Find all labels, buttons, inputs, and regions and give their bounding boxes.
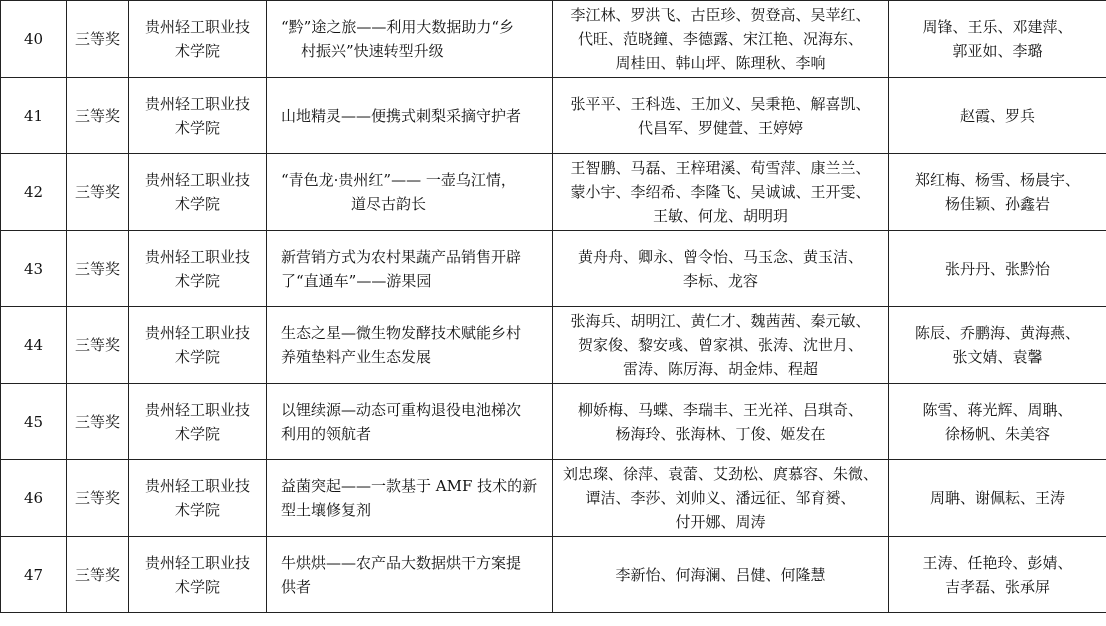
members-line: 杨海玲、张海林、丁俊、姬发在 [615, 424, 826, 443]
advisors-line: 郑红梅、杨雪、杨晨宇、 [914, 171, 1080, 189]
row-number: 40 [1, 1, 67, 78]
members-line: 王敏、何龙、胡明玥 [652, 207, 788, 225]
members-cell [553, 1, 889, 78]
title-line: “黔”途之旅——利用大数据助力“乡 [281, 18, 515, 36]
advisors-line: 郭亚如、李璐 [952, 42, 1043, 60]
advisors-line: 周锋、王乐、邓建萍、 [922, 18, 1073, 36]
school-line: 贵州轻工职业技 [144, 94, 250, 113]
advisors-cell [889, 231, 1106, 307]
prize-level: 三等奖 [67, 307, 129, 384]
advisors-line: 杨佳颖、孙鑫岩 [944, 195, 1050, 213]
advisors-line: 周聃、谢佩耘、王涛 [929, 489, 1065, 507]
school-line: 贵州轻工职业技 [144, 247, 250, 266]
advisors-cell [889, 537, 1106, 613]
title-line: 益菌突起——一款基于 AMF 技术的新 [281, 477, 538, 495]
prize-level: 三等奖 [67, 231, 129, 307]
project-title-cell [267, 384, 553, 460]
members-line: 周桂田、韩山坪、陈理秋、李响 [615, 54, 826, 72]
members-line: 黄舟舟、卿永、曾令怡、马玉念、黄玉洁、 [577, 247, 863, 266]
table-row [1, 154, 1106, 231]
members-cell [553, 231, 889, 307]
members-line: 刘忠璨、徐萍、袁蕾、艾劲松、庹慕容、朱微、 [562, 465, 878, 483]
row-number: 42 [1, 154, 67, 231]
row-number: 46 [1, 460, 67, 537]
school-line: 术学院 [174, 348, 220, 366]
members-line: 蒙小宇、李绍希、李隆飞、吴诚诚、王开雯、 [570, 183, 871, 201]
title-line: 山地精灵——便携式刺梨采摘守护者 [281, 106, 522, 125]
project-title-cell [267, 231, 553, 307]
members-line: 王智鹏、马磊、王梓珺溪、荀雪萍、康兰兰、 [570, 159, 871, 177]
row-number: 43 [1, 231, 67, 307]
table-row [1, 384, 1106, 460]
members-line: 代旺、范晓鐘、李德露、宋江艳、况海东、 [577, 30, 863, 48]
school-cell [129, 384, 267, 460]
school-cell [129, 537, 267, 613]
project-title-cell [267, 537, 553, 613]
school-line: 贵州轻工职业技 [144, 477, 250, 495]
members-cell [553, 154, 889, 231]
members-cell [553, 78, 889, 154]
row-number: 45 [1, 384, 67, 460]
school-line: 术学院 [174, 577, 220, 596]
school-line: 术学院 [174, 271, 220, 290]
members-line: 张海兵、胡明江、黄仁才、魏茜茜、秦元敏、 [570, 312, 871, 330]
row-number: 47 [1, 537, 67, 613]
table-row [1, 78, 1106, 154]
school-line: 贵州轻工职业技 [144, 18, 250, 36]
prize-level: 三等奖 [67, 384, 129, 460]
row-number: 41 [1, 78, 67, 154]
row-number: 44 [1, 307, 67, 384]
title-line: 生态之星—微生物发酵技术赋能乡村 [281, 324, 522, 342]
advisors-line: 张丹丹、张黔怡 [944, 259, 1050, 278]
school-cell [129, 307, 267, 384]
project-title-cell [267, 460, 553, 537]
title-line: 村振兴”快速转型升级 [301, 42, 444, 60]
school-cell [129, 231, 267, 307]
school-line: 贵州轻工职业技 [144, 171, 250, 189]
advisors-line: 陈辰、乔鹏海、黄海燕、 [914, 324, 1080, 342]
title-line: 养殖垫料产业生态发展 [281, 348, 432, 366]
title-line: “青色龙·贵州红”—— 一壶乌江情， [281, 171, 516, 189]
school-line: 术学院 [174, 118, 220, 137]
advisors-cell [889, 460, 1106, 537]
members-line: 柳娇梅、马蝶、李瑞丰、王光祥、吕琪奇、 [577, 400, 863, 419]
members-line: 贺家俊、黎安彧、曾家祺、张涛、沈世月、 [577, 336, 863, 354]
school-line: 贵州轻工职业技 [144, 400, 250, 419]
school-cell [129, 460, 267, 537]
advisors-line: 赵霞、罗兵 [959, 106, 1035, 125]
school-line: 术学院 [174, 501, 220, 519]
members-line: 雷涛、陈厉海、胡金炜、程超 [622, 360, 818, 378]
advisors-line: 吉孝磊、张承屏 [944, 577, 1050, 596]
school-cell [129, 1, 267, 78]
prize-level: 三等奖 [67, 154, 129, 231]
advisors-line: 徐杨帆、朱美容 [944, 424, 1050, 443]
prize-level: 三等奖 [67, 78, 129, 154]
members-line: 李新怡、何海澜、吕健、何隆慧 [615, 565, 826, 584]
table-row [1, 537, 1106, 613]
advisors-cell [889, 384, 1106, 460]
advisors-cell [889, 154, 1106, 231]
prize-level: 三等奖 [67, 460, 129, 537]
table-row [1, 460, 1106, 537]
project-title-cell [267, 154, 553, 231]
project-title-cell [267, 78, 553, 154]
school-line: 术学院 [174, 195, 220, 213]
members-line: 李江林、罗洪飞、古臣珍、贺登高、吴苹红、 [570, 6, 871, 24]
members-line: 付开娜、周涛 [675, 513, 766, 531]
advisors-line: 王涛、任艳玲、彭婧、 [922, 553, 1073, 572]
members-cell [553, 537, 889, 613]
school-cell [129, 154, 267, 231]
school-line: 贵州轻工职业技 [144, 324, 250, 342]
members-line: 李标、龙容 [682, 271, 758, 290]
title-line: 新营销方式为农村果蔬产品销售开辟 [281, 247, 522, 266]
title-line: 牛烘烘——农产品大数据烘干方案提 [281, 553, 522, 572]
table-row [1, 231, 1106, 307]
advisors-cell [889, 1, 1106, 78]
advisors-cell [889, 78, 1106, 154]
school-cell [129, 78, 267, 154]
advisors-cell [889, 307, 1106, 384]
title-line: 了“直通车”——游果园 [281, 271, 432, 290]
title-line: 型土壤修复剂 [281, 501, 372, 519]
school-line: 术学院 [174, 42, 220, 60]
table-row [1, 307, 1106, 384]
project-title-cell [267, 1, 553, 78]
prize-level: 三等奖 [67, 1, 129, 78]
advisors-line: 陈雪、蒋光辉、周聃、 [922, 400, 1073, 419]
table-row [1, 1, 1106, 78]
title-line: 利用的领航者 [281, 424, 372, 443]
members-cell [553, 307, 889, 384]
prize-level: 三等奖 [67, 537, 129, 613]
school-line: 术学院 [174, 424, 220, 443]
members-line: 谭洁、李莎、刘帅义、潘远征、邹育赟、 [585, 489, 856, 507]
title-line: 以锂续源—动态可重构退役电池梯次 [281, 400, 522, 419]
title-line: 道尽古韵长 [351, 195, 427, 213]
members-cell [553, 384, 889, 460]
title-line: 供者 [281, 577, 312, 596]
project-title-cell [267, 307, 553, 384]
advisors-line: 张文婧、袁馨 [952, 348, 1043, 366]
members-line: 代昌军、罗健萱、王婷婷 [637, 118, 803, 137]
school-line: 贵州轻工职业技 [144, 553, 250, 572]
members-line: 张平平、王科选、王加义、吴秉艳、解喜凯、 [570, 94, 871, 113]
members-cell [553, 460, 889, 537]
